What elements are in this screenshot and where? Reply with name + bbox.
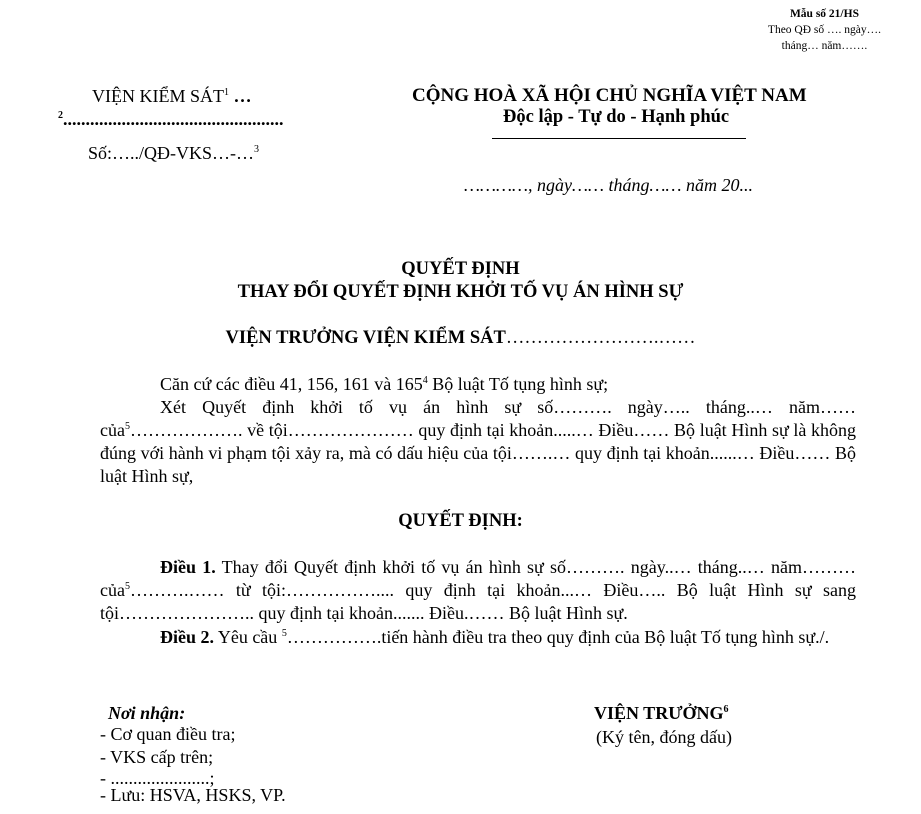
article-1-label: Điều 1. <box>160 557 216 577</box>
form-reference-line2: tháng… năm……. <box>781 40 868 52</box>
document-number: Số:…../QĐ-VKS…-…$^3$ <box>88 143 260 163</box>
consideration-paragraph: Xét Quyết định khởi tố vụ án hình sự số………. ngày….. tháng..… năm…… của$^5$………………. về tội………………… quy định tại khoản.....… Điều…… Bộ luật Hình sự là không đúng với hành vi phạm tội xảy ra, mà có dấu hiệu của tội…….… quy định tại khoản......… Điều…… Bộ luật Hình sự, <box>100 397 856 486</box>
decision-heading: QUYẾT ĐỊNH: <box>398 511 523 531</box>
signer-title: VIỆN TRƯỞNG$^6$ <box>594 703 729 723</box>
motto: Độc lập - Tự do - Hạnh phúc <box>503 107 730 127</box>
recipient-item: - ......................; <box>100 768 215 788</box>
document-subtitle: THAY ĐỔI QUYẾT ĐỊNH KHỞI TỐ VỤ ÁN HÌNH SỰ <box>237 282 684 302</box>
document-title: QUYẾT ĐỊNH <box>401 259 520 279</box>
article-2-paragraph: Điều 2. Yêu cầu $^5$…………….tiến hành điều tra theo quy định của Bộ luật Tố tụng hình sự./. <box>160 627 830 647</box>
sub-agency-placeholder: $^2$................................................. <box>58 109 284 129</box>
nation-title: CỘNG HOÀ XÃ HỘI CHỦ NGHĨA VIỆT NAM <box>412 85 807 106</box>
agency-name: VIỆN KIỂM SÁT$^1$ … <box>92 86 252 106</box>
article-2-label: Điều 2. <box>160 627 214 647</box>
legal-basis-paragraph: Căn cứ các điều 41, 156, 161 và $165^4$ Bộ luật Tố tụng hình sự; <box>160 374 609 394</box>
recipient-item: - Lưu: HSVA, HSKS, VP. <box>100 785 286 805</box>
recipients-title: Nơi nhận: <box>108 703 186 723</box>
place-date-line: …………, ngày…… tháng…… năm 20... <box>464 175 754 195</box>
issuer-title: VIỆN TRƯỞNG VIỆN KIỂM SÁT…………………….…… <box>225 328 696 348</box>
recipient-item: - Cơ quan điều tra; <box>100 724 236 744</box>
motto-underline <box>492 138 746 139</box>
signature-instruction: (Ký tên, đóng dấu) <box>596 727 732 747</box>
form-code-block <box>768 6 881 54</box>
form-code: Mẫu số 21/HS <box>789 8 859 20</box>
recipient-item: - VKS cấp trên; <box>100 747 214 767</box>
article-1-paragraph: Điều 1. Thay đổi Quyết định khởi tố vụ án hình sự số………. ngày..… tháng..… năm……… của$^5$……….…… từ tội:…………….... quy định tại khoản...… Điều….. Bộ luật Hình sự sang tội………………….. quy định tại khoản....... Điều.…… Bộ luật Hình sự. <box>100 557 856 623</box>
form-reference-line1: Theo QĐ số …. ngày…. <box>767 24 881 36</box>
